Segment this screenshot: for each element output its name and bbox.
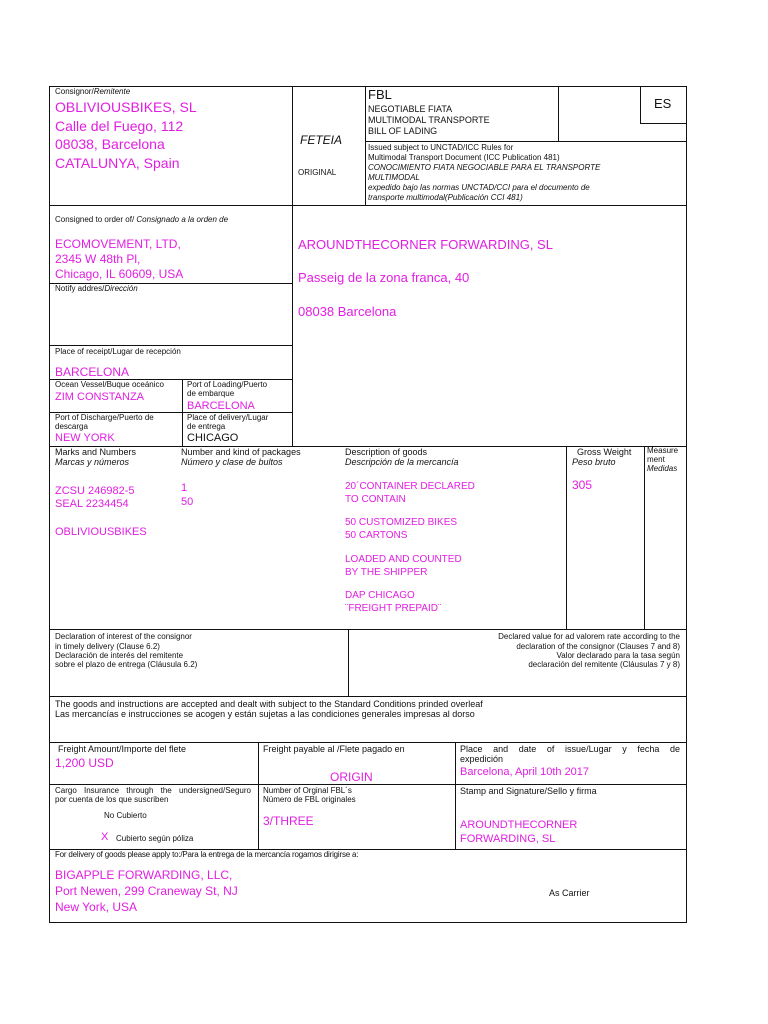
delivery-value: CHICAGO [187,432,239,444]
carrier-label: As Carrier [549,888,590,898]
issue-place-label: Place and date of issue/Lugar y fecha de [460,744,680,754]
stamp-company-line: AROUNDTHECORNER [460,819,578,831]
description-line: ¨FREIGHT PREPAID¨ [345,603,442,614]
document-title-line: MULTIMODAL TRANSPORTE [368,115,490,125]
delivery-agent-line: New York, USA [55,900,138,914]
consignor-line: OBLIVIOUSBIKES, SL [55,99,197,115]
measurement-header-es: Medidas [647,464,678,473]
notify-label: Notify addres/Dirección [55,284,138,293]
package-count: 1 [181,482,188,494]
delivery-label: de entrega [187,422,226,431]
forwarder-line: AROUNDTHECORNER FORWARDING, SL [298,237,553,252]
vessel-value: ZIM CONSTANZA [55,391,145,403]
kind-header: Number and kind of packages [181,447,301,457]
declared-value-line: Declared value for ad valorem rate according to the [498,632,680,641]
declaration-interest-line: sobre el plazo de entrega (Cláusula 6.2) [55,660,198,669]
declared-value-line: Valor declarado para la tasa según [556,651,680,660]
fbl-title: FBL [368,87,392,102]
issued-es-line: MULTIMODAL [368,173,420,182]
consignor-label: Consignor/Remitente [55,87,131,96]
not-covered-label: No Cubierto [104,811,147,820]
issued-es-line: expedido bajo las normas UNCTAD/CCI para el documento de [368,183,590,192]
consignee-line: 2345 W 48th Pl, [55,252,141,266]
document-title-line: BILL OF LADING [368,126,438,136]
delivery-agent-line: BIGAPPLE FORWARDING, LLC, [55,868,233,882]
declaration-interest-line: Declaration of interest of the consignor [55,632,192,641]
stamp-label: Stamp and Signature/Sello y firma [460,786,597,796]
discharge-label: descarga [55,422,88,431]
freight-payable-value: ORIGIN [330,770,373,784]
receipt-value: BARCELONA [55,365,130,379]
seal-number: SEAL 2234454 [55,498,129,510]
marks-header-es: Marcas y números [55,457,130,467]
original-label: ORIGINAL [298,168,337,177]
description-line: DAP CHICAGO [345,590,415,601]
originals-label: Number of Orginal FBL´s [263,786,352,795]
measurement-header: Measure [647,446,679,455]
covered-label: Cubierto según póliza [116,834,194,843]
issue-place-label: expedición [460,754,504,764]
delivery-label: Place of delivery/Lugar [187,413,269,422]
description-line: 50 CARTONS [345,530,408,541]
document-title-line: NEGOTIABLE FIATA [368,104,453,114]
discharge-value: NEW YORK [55,432,115,444]
loading-label: Port of Loading/Puerto [187,380,268,389]
freight-payable-label: Freight payable al /Flete pagado en [263,744,405,754]
consignee-line: ECOMOVEMENT, LTD, [55,237,181,251]
consignor-line: CATALUNYA, Spain [55,154,180,171]
description-line: TO CONTAIN [345,494,406,505]
consignee-line: Chicago, IL 60609, USA [55,267,184,281]
marks-header: Marks and Numbers [55,447,137,457]
receipt-label: Place of receipt/Lugar de recepción [55,347,181,356]
delivery-agent-label: For delivery of goods please apply to:/Para la entrega de la mercancía rogamos dirigirse a: [55,850,359,859]
kind-header-es: Número y clase de bultos [181,457,283,467]
issued-es-line: transporte multimodal(Publicación CCI 481) [368,193,523,202]
loading-label: de embarque [187,389,235,398]
gross-weight-header-es: Peso bruto [572,457,616,467]
vessel-label: Ocean Vessel/Buque oceánico [55,380,164,389]
description-line: BY THE SHIPPER [345,567,428,578]
feteia-logo: FETEIA [300,133,343,147]
issue-place-value: Barcelona, April 10th 2017 [460,766,590,778]
gross-weight-value: 305 [572,478,593,492]
originals-label: Número de FBL originales [263,795,356,804]
consignee-label: Consigned to order of/ Consignado a la orden de [55,215,229,224]
package-count: 50 [181,496,194,508]
declaration-interest-line: Declaración de interés del remitente [55,651,184,660]
gross-weight-header: Gross Weight [577,447,632,457]
forwarder-line: Passeig de la zona franca, 40 [298,270,470,285]
insurance-label: por cuenta de los que suscriben [55,795,169,804]
consignor-line: 08038, Barcelona [55,136,165,152]
originals-value: 3/THREE [263,814,314,828]
measurement-header: ment [647,455,665,464]
marks-name: OBLIVIOUSBIKES [55,526,147,538]
description-header-es: Descripción de la mercancía [345,457,459,467]
description-line: 50 CUSTOMIZED BIKES [345,517,458,528]
forwarder-line: 08038 Barcelona [298,304,397,319]
delivery-agent-line: Port Newen, 299 Craneway St, NJ [55,884,238,898]
discharge-label: Port of Discharge/Puerto de [55,413,154,422]
freight-amount-value: 1,200 USD [55,756,114,770]
container-number: ZCSU 246982-5 [55,485,135,497]
country-code: ES [654,96,672,111]
conditions-es: Las mercancías e instrucciones se acogen y están sujetas a las condiciones generales impresas al dorso [55,709,475,719]
issued-es-line: CONOCIMIENTO FIATA NEGOCIABLE PARA EL TRANSPORTE [368,163,601,172]
stamp-company-line: FORWARDING, SL [460,833,556,845]
description-line: 20´CONTAINER DECLARED [345,481,475,492]
insurance-mark: X [101,831,109,843]
declared-value-line: declaración del remitente (Cláusulas 7 y 8) [528,660,680,669]
declared-value-line: declaration of the consignor (Clauses 7 and 8) [516,642,680,651]
description-line: LOADED AND COUNTED [345,554,462,565]
conditions-en: The goods and instructions are accepted and dealt with subject to the Standard Conditions prinded overleaf [55,699,483,709]
declaration-interest-line: in timely delivery (Clause 6.2) [55,642,160,651]
issued-line: Issued subject to UNCTAD/ICC Rules for [368,143,514,152]
freight-amount-label: Freight Amount/Importe del flete [58,744,187,754]
loading-value: BARCELONA [187,400,255,412]
description-header: Description of goods [345,447,428,457]
consignor-line: Calle del Fuego, 112 [55,117,184,134]
issued-line: Multimodal Transport Document (ICC Publication 481) [368,153,560,162]
insurance-label: Cargo Insurance through the undersigned/Seguro [55,786,251,795]
